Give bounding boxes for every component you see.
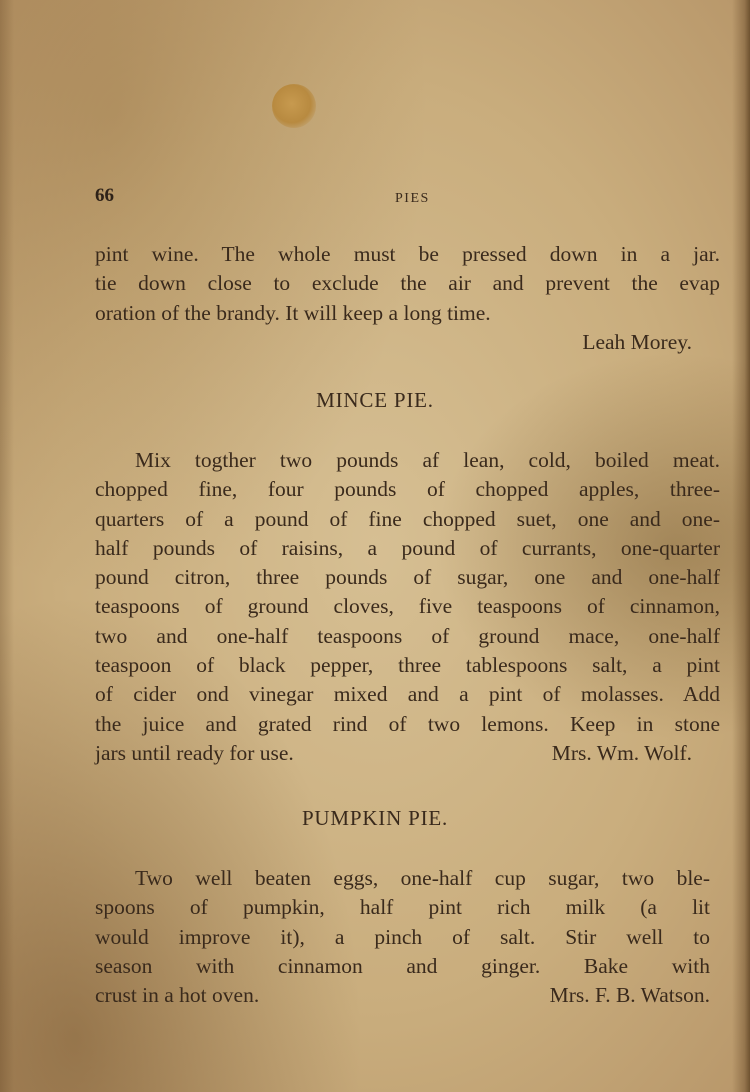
text-line: the juice and grated rind of two lemons. Keep in stone xyxy=(95,711,720,736)
text-line: pint wine. The whole must be pressed down in a jar. xyxy=(95,242,720,266)
recipe-author: Mrs. Wm. Wolf. xyxy=(551,740,692,765)
text-line: Mix togther two pounds af lean, cold, boiled meat. xyxy=(135,448,720,472)
text-line: crust in a hot oven. xyxy=(95,983,260,1008)
text-line: teaspoon of black pepper, three tablespoons salt, a pint xyxy=(95,653,720,678)
text-line: two and one-half teaspoons of ground mace, one-half xyxy=(95,623,720,648)
page-left-edge-shadow xyxy=(0,0,14,1092)
recipe-body-mince-pie xyxy=(95,446,720,768)
page-right-edge-shadow xyxy=(732,0,750,1092)
text-line: pound citron, three pounds of sugar, one and one-half xyxy=(95,565,720,590)
text-line-with-author xyxy=(95,739,720,768)
text-line: half pounds of raisins, a pound of currants, one-quarter xyxy=(95,535,720,560)
page-header xyxy=(95,185,715,215)
text-line: of cider ond vinegar mixed and a pint of molasses. Add xyxy=(95,682,720,707)
text-line: oration of the brandy. It will keep a long time. xyxy=(95,300,491,325)
text-line: Two well beaten eggs, one-half cup sugar, two ble- xyxy=(135,866,710,890)
previous-recipe-ending xyxy=(95,240,720,357)
recipe-author: Leah Morey. xyxy=(582,329,692,354)
text-line: spoons of pumpkin, half pint rich milk (a lit xyxy=(95,895,710,920)
text-line: chopped fine, four pounds of chopped apples, three- xyxy=(95,477,720,502)
text-line: teaspoons of ground cloves, five teaspoons of cinnamon, xyxy=(95,594,720,619)
stain-mark xyxy=(272,84,316,128)
text-line: jars until ready for use. xyxy=(95,740,294,765)
recipe-body-pumpkin-pie xyxy=(95,864,710,1010)
running-head: PIES xyxy=(395,191,430,206)
recipe-author: Mrs. F. B. Watson. xyxy=(549,983,710,1008)
text-line: season with cinnamon and ginger. Bake with xyxy=(95,953,710,978)
page-number: 66 xyxy=(95,185,114,206)
recipe-title-pumpkin-pie: PUMPKIN PIE. xyxy=(301,806,449,830)
recipe-title-mince-pie: MINCE PIE. xyxy=(316,388,434,412)
text-line: quarters of a pound of fine chopped suet, one and one- xyxy=(95,506,720,531)
text-line: tie down close to exclude the air and prevent the evap xyxy=(95,271,720,296)
text-line-with-author xyxy=(95,981,710,1010)
text-line: would improve it), a pinch of salt. Stir well to xyxy=(95,924,710,949)
